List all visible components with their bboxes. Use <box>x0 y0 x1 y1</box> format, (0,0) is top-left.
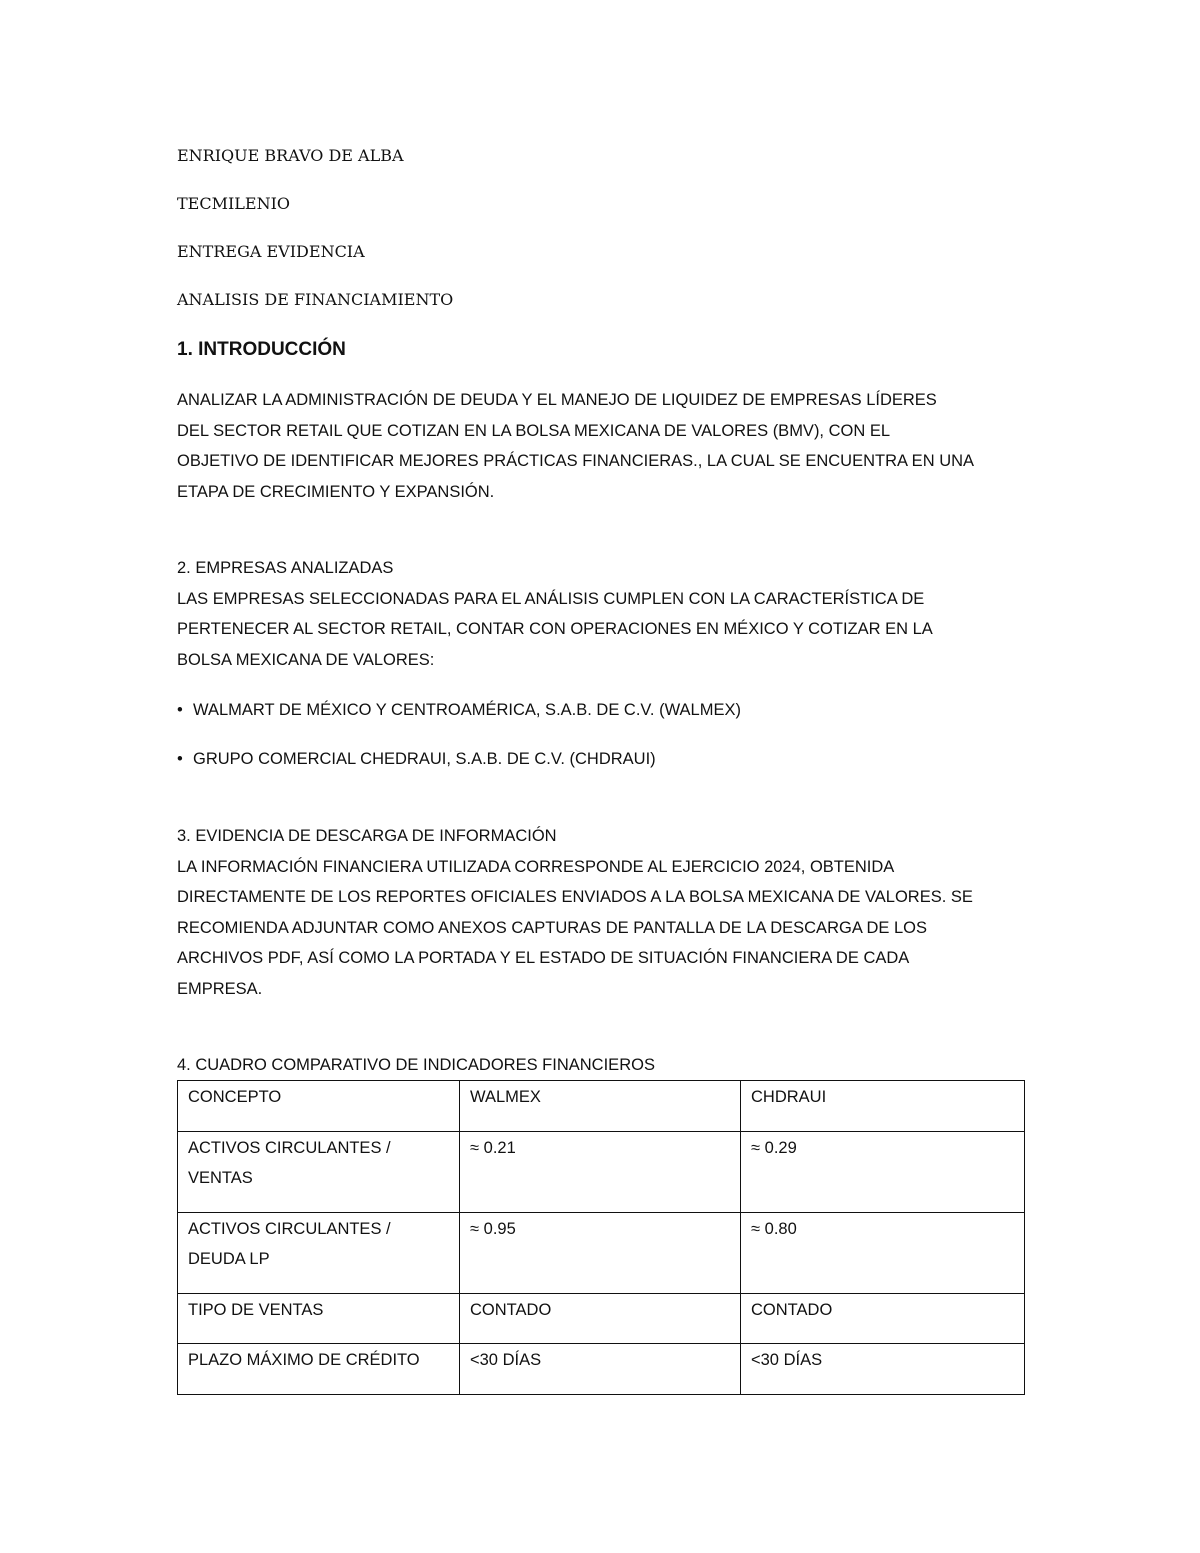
bullet-dot-icon: • <box>177 701 183 719</box>
bullet-item-label: WALMART DE MÉXICO Y CENTROAMÉRICA, S.A.B. DE C.V. (WALMEX) <box>193 701 741 719</box>
table-header-row <box>178 1081 1025 1132</box>
section3-line: DIRECTAMENTE DE LOS REPORTES OFICIALES ENVIADOS A LA BOLSA MEXICANA DE VALORES. SE <box>177 888 973 906</box>
table-cell: <30 DÍAS <box>741 1344 1025 1395</box>
section2-line: BOLSA MEXICANA DE VALORES: <box>177 650 435 669</box>
assignment-title: ENTREGA EVIDENCIA <box>177 242 365 261</box>
section1-line: OBJETIVO DE IDENTIFICAR MEJORES PRÁCTICAS FINANCIERAS., LA CUAL SE ENCUENTRA EN UNA <box>177 452 975 470</box>
section1-heading: 1. INTRODUCCIÓN <box>177 339 346 360</box>
table-cell: CONTADO <box>741 1293 1025 1344</box>
bullet-item-walmex <box>177 698 741 722</box>
table-header-cell: CHDRAUI <box>741 1081 1025 1132</box>
table-row <box>178 1131 1025 1212</box>
section3-line: LA INFORMACIÓN FINANCIERA UTILIZADA CORRESPONDE AL EJERCICIO 2024, OBTENIDA <box>177 857 895 876</box>
bullet-item-label: GRUPO COMERCIAL CHEDRAUI, S.A.B. DE C.V. (CHDRAUI) <box>193 750 656 768</box>
table-header-cell: WALMEX <box>460 1081 741 1132</box>
table-cell: CONTADO <box>460 1293 741 1344</box>
table-cell: PLAZO MÁXIMO DE CRÉDITO <box>178 1344 460 1395</box>
author-name: ENRIQUE BRAVO DE ALBA <box>177 146 404 165</box>
section2-heading: 2. EMPRESAS ANALIZADAS <box>177 559 394 577</box>
table-cell: ≈ 0.21 <box>460 1131 741 1212</box>
section2-line: LAS EMPRESAS SELECCIONADAS PARA EL ANÁLISIS CUMPLEN CON LA CARACTERÍSTICA DE <box>177 589 925 608</box>
table-row <box>178 1212 1025 1293</box>
section2-paragraph <box>177 553 1037 675</box>
section3-line: ARCHIVOS PDF, ASÍ COMO LA PORTADA Y EL ESTADO DE SITUACIÓN FINANCIERA DE CADA <box>177 949 910 967</box>
section2-line: PERTENECER AL SECTOR RETAIL, CONTAR CON OPERACIONES EN MÉXICO Y COTIZAR EN LA <box>177 620 933 638</box>
subject-title: ANALISIS DE FINANCIAMIENTO <box>177 290 454 309</box>
table-header-cell: CONCEPTO <box>178 1081 460 1132</box>
section3-line: RECOMIENDA ADJUNTAR COMO ANEXOS CAPTURAS DE PANTALLA DE LA DESCARGA DE LOS <box>177 918 928 937</box>
institution-name: TECMILENIO <box>177 194 291 213</box>
table-cell: TIPO DE VENTAS <box>178 1293 460 1344</box>
section1-line: DEL SECTOR RETAIL QUE COTIZAN EN LA BOLSA MEXICANA DE VALORES (BMV), CON EL <box>177 421 891 440</box>
table-cell: <30 DÍAS <box>460 1344 741 1395</box>
bullet-item-chdraui <box>177 747 656 771</box>
section1-line: ANALIZAR LA ADMINISTRACIÓN DE DEUDA Y EL MANEJO DE LIQUIDEZ DE EMPRESAS LÍDERES <box>177 391 937 409</box>
section4-heading: 4. CUADRO COMPARATIVO DE INDICADORES FINANCIEROS <box>177 1056 655 1074</box>
table-cell: ≈ 0.95 <box>460 1212 741 1293</box>
section3-paragraph <box>177 821 1037 1004</box>
indicators-table <box>177 1080 1025 1395</box>
table-row <box>178 1293 1025 1344</box>
table-row <box>178 1344 1025 1395</box>
table-cell: ACTIVOS CIRCULANTES / DEUDA LP <box>178 1212 460 1293</box>
table-cell: ≈ 0.80 <box>741 1212 1025 1293</box>
bullet-dot-icon: • <box>177 750 183 768</box>
section1-paragraph <box>177 385 1037 507</box>
section1-line: ETAPA DE CRECIMIENTO Y EXPANSIÓN. <box>177 482 495 501</box>
table-cell: ACTIVOS CIRCULANTES / VENTAS <box>178 1131 460 1212</box>
table-cell: ≈ 0.29 <box>741 1131 1025 1212</box>
section3-heading: 3. EVIDENCIA DE DESCARGA DE INFORMACIÓN <box>177 827 557 845</box>
section3-line: EMPRESA. <box>177 979 263 998</box>
